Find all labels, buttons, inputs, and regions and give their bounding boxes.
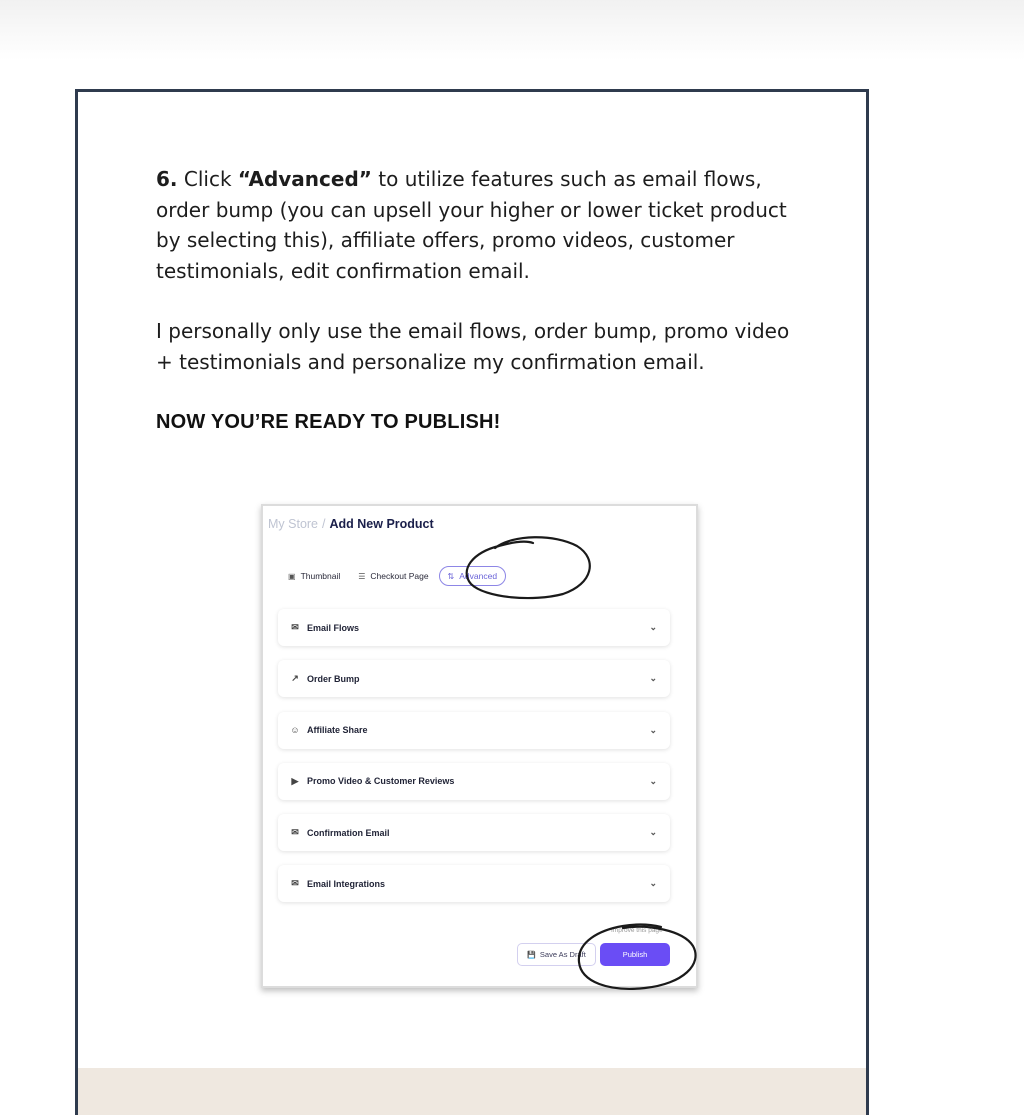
quote-close: ” [358,167,372,191]
accordion-label: Promo Video & Customer Reviews [307,776,455,787]
breadcrumb-current: Add New Product [329,517,434,531]
mail-icon: ✉ [291,827,299,838]
chevron-down-icon: ⌄ [649,724,657,735]
step-paragraph [156,164,806,286]
accordion-label: Email Integrations [307,878,386,889]
breadcrumb-parent[interactable]: My Store [268,517,319,531]
footer-band [78,1068,866,1115]
publish-button[interactable] [600,943,670,966]
chevron-down-icon: ⌄ [649,827,657,838]
sort-icon: ⇅ [447,571,455,581]
tab-advanced[interactable] [439,566,507,586]
accordion-label: Confirmation Email [307,827,390,838]
chevron-down-icon: ⌄ [649,775,657,786]
accordion-order-bump[interactable] [278,660,670,697]
accordion-label: Email Flows [307,622,360,633]
tab-checkout-page[interactable] [358,571,428,581]
publish-label: Publish [622,950,648,959]
chevron-down-icon: ⌄ [649,878,657,889]
trend-icon: ↗ [291,673,299,684]
step-click: Click [183,167,232,191]
embedded-screenshot [261,504,698,988]
top-fade [0,0,1024,60]
improve-page-link[interactable]: Improve this page [611,927,663,934]
accordion-affiliate-share[interactable] [278,712,670,749]
tab-label: Thumbnail [300,571,341,581]
tab-label: Checkout Page [370,571,429,581]
accordion-promo-video[interactable] [278,763,670,800]
breadcrumb-separator: / [322,517,326,531]
quote-open: “ [237,167,249,191]
breadcrumb [268,517,434,531]
save-as-draft-button[interactable] [517,943,596,966]
chevron-down-icon: ⌄ [649,673,657,684]
step-number: 6. [156,167,178,191]
document-body [156,164,806,438]
mail-icon: ✉ [291,622,299,632]
chevron-down-icon: ⌄ [649,622,657,632]
document-page [75,89,869,1115]
accordion-list [278,609,670,917]
tab-label: Advanced [459,571,498,581]
accordion-label: Order Bump [307,673,360,684]
accordion-email-integrations[interactable] [278,865,670,902]
tab-bar [288,566,524,586]
personal-note: I personally only use the email flows, order bump, promo video + testimonials and personalize my confirmation email. [156,319,790,374]
users-icon: ☺ [290,725,300,736]
accordion-confirmation-email[interactable] [278,814,670,851]
step-keyword: Advanced [248,167,359,191]
mail-icon: ✉ [291,878,299,889]
save-icon: 💾 [527,951,536,959]
image-icon: ▣ [288,571,296,581]
step-rest: to utilize features such as email flows, order bump (you can upsell your higher or lower ticket product by selecting this), affiliate offers, promo videos, customer testimonials, edit confirmation email. [156,167,787,283]
save-as-draft-label: Save As Draft [539,950,586,959]
tab-thumbnail[interactable] [288,571,340,581]
accordion-label: Affiliate Share [307,725,368,736]
accordion-email-flows[interactable] [278,609,670,646]
checkout-icon: ☰ [358,571,366,581]
publish-heading: NOW YOU’RE READY TO PUBLISH! [156,411,501,433]
play-icon: ▶ [291,775,299,786]
